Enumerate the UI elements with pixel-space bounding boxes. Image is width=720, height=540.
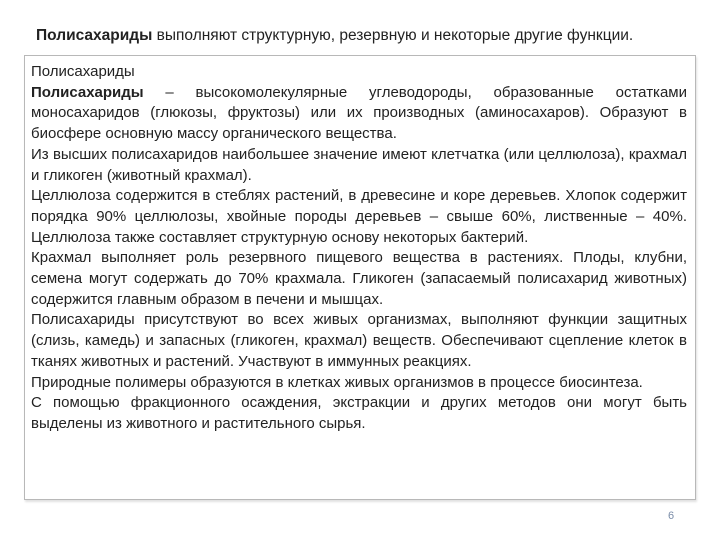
paragraph-extraction: С помощью фракционного осаждения, экстракции и других методов они могут быть выделены из животного и растительного сырья. — [31, 394, 687, 432]
paragraph-cellulose: Целлюлоза содержится в стеблях растений, в древесине и коре деревьев. Хлопок содержит порядка 90% целлюлозы, хвойные породы деревьев – свыше 60%, лиственные – 40%. Целлюлоза также составляет структурную основу некоторых бактерий. — [31, 187, 687, 246]
paragraph-starch: Крахмал выполняет роль резервного пищевого вещества в растениях. Плоды, клубни, семена могут содержать до 70% крахмала. Гликоген (запасаемый полисахарид животных) содержится главным образом в печени и мышцах. — [31, 249, 687, 308]
paragraph-functions: Полисахариды присутствуют во всех живых организмах, выполняют функции защитных (слизь, камедь) и запасных (гликоген, крахмал) веществ. Обеспечивают сцепление клеток в тканях животных и растений. Участвуют в иммунных реакциях. — [31, 311, 687, 370]
text-title: Полисахариды — [31, 63, 135, 80]
definition-paragraph — [31, 83, 687, 145]
page-number: 6 — [668, 510, 675, 522]
text-box — [31, 62, 687, 435]
paragraph-higher-polysaccharides: Из высших полисахаридов наибольшее значение имеют клетчатка (или целлюлоза), крахмал и гликоген (животный крахмал). — [31, 145, 687, 184]
definition-text: – высокомолекулярные углеводороды, образованные остатками моносахаридов (глюкозы, фруктозы) или их производных (аминосахаров). Образуют в биосфере основную массу органического вещества. — [31, 83, 687, 143]
slide-header — [36, 26, 696, 46]
paragraph-biosynthesis: Природные полимеры образуются в клетках живых организмов в процессе биосинтеза. — [31, 373, 643, 391]
definition-term: Полисахариды — [31, 83, 144, 101]
header-text: выполняют структурную, резервную и некоторые другие функции. — [152, 27, 634, 44]
header-term: Полисахариды — [36, 27, 153, 44]
